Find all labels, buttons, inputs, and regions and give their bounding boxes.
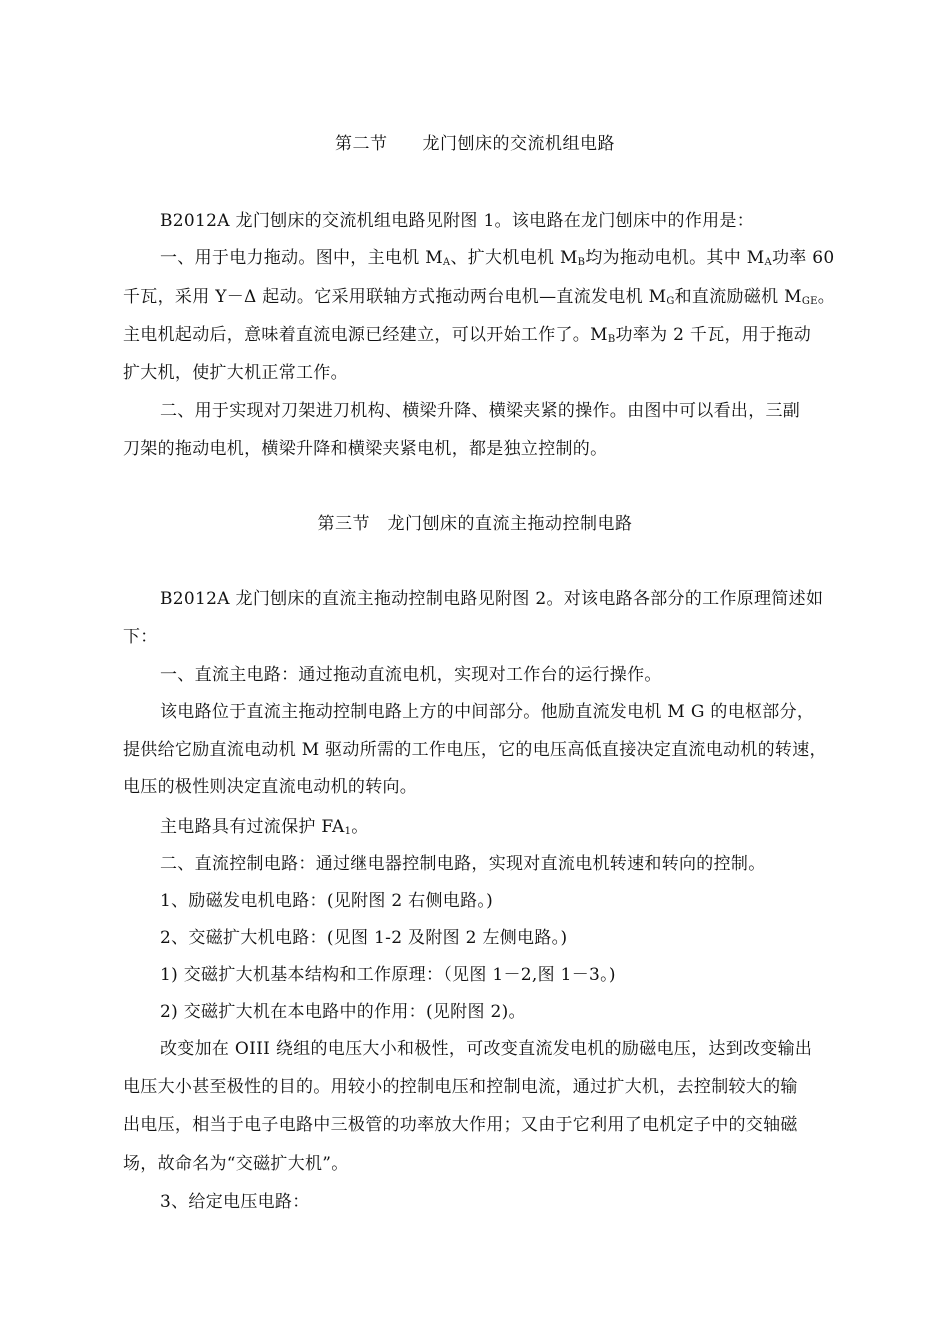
s3-paragraph-3-line-1: 该电路位于直流主拖动控制电路上方的中间部分。他励直流发电机 M G 的电枢部分， [160,702,815,722]
s2-paragraph-2-line-2: 千瓦，采用 Y－Δ 起动。它采用联轴方式拖动两台电机—直流发电机 $M_G$和直流励磁机 $M_{GE}$。 [123,287,836,307]
s3-item-2-1: 1) 交磁扩大机基本结构和工作原理：（见图 1－2,图 1－3。) [160,965,616,985]
section-2-title: 第二节 龙门刨床的交流机组电路 [335,134,615,154]
s3-paragraph-10-line-1: 改变加在 OIII 绕组的电压大小和极性，可改变直流发电机的励磁电压，达到改变输出 [160,1039,813,1059]
s3-paragraph-10-line-4: 场，故命名为“交磁扩大机”。 [123,1154,349,1174]
s2-paragraph-2-line-1: 一、用于电力拖动。图中，主电机 $M_A$、扩大机电机 $M_B$均为拖动电机。其中 $M_A$功率 60 [160,248,835,268]
s3-paragraph-4: 主电路具有过流保护 $FA_1$。 [160,817,369,837]
s3-paragraph-10-line-3: 出电压，相当于电子电路中三极管的功率放大作用；又由于它利用了电机定子中的交轴磁 [123,1115,798,1135]
s2-paragraph-2-line-4: 扩大机，使扩大机正常工作。 [123,363,348,383]
s3-item-2: 2、交磁扩大机电路：(见图 1-2 及附图 2 左侧电路。) [160,928,568,948]
s3-paragraph-3-line-2: 提供给它励直流电动机 M 驱动所需的工作电压，它的电压高低直接决定直流电动机的转速， [123,740,827,760]
s3-paragraph-10-line-2: 电压大小甚至极性的目的。用较小的控制电压和控制电流，通过扩大机，去控制较大的输 [123,1077,798,1097]
s3-item-2-2: 2) 交磁扩大机在本电路中的作用：(见附图 2)。 [160,1002,526,1022]
section-3-title: 第三节 龙门刨床的直流主拖动控制电路 [317,514,633,534]
s2-paragraph-3-line-2: 刀架的拖动电机，横梁升降和横梁夹紧电机，都是独立控制的。 [123,439,608,459]
s3-paragraph-3-line-3: 电压的极性则决定直流电动机的转向。 [123,777,418,797]
s3-item-1: 1、励磁发电机电路：(见附图 2 右侧电路。) [160,891,494,911]
s3-paragraph-1-line-2: 下： [123,627,158,647]
s3-paragraph-5: 二、直流控制电路：通过继电器控制电路，实现对直流电机转速和转向的控制。 [160,854,766,874]
s2-paragraph-3-line-1: 二、用于实现对刀架进刀机构、横梁升降、横梁夹紧的操作。由图中可以看出，三副 [160,401,801,421]
s2-paragraph-2-line-3: 主电机起动后，意味着直流电源已经建立，可以开始工作了。$M_B$功率为 2 千瓦，用于拖动 [123,325,811,345]
s3-paragraph-1-line-1: B2012A 龙门刨床的直流主拖动控制电路见附图 2。对该电路各部分的工作原理简述如 [160,589,824,609]
s3-paragraph-2: 一、直流主电路：通过拖动直流电机，实现对工作台的运行操作。 [160,665,662,685]
s2-paragraph-1-line-1: B2012A 龙门刨床的交流机组电路见附图 1。该电路在龙门刨床中的作用是： [160,211,755,231]
s3-item-3: 3、给定电压电路： [160,1192,310,1212]
